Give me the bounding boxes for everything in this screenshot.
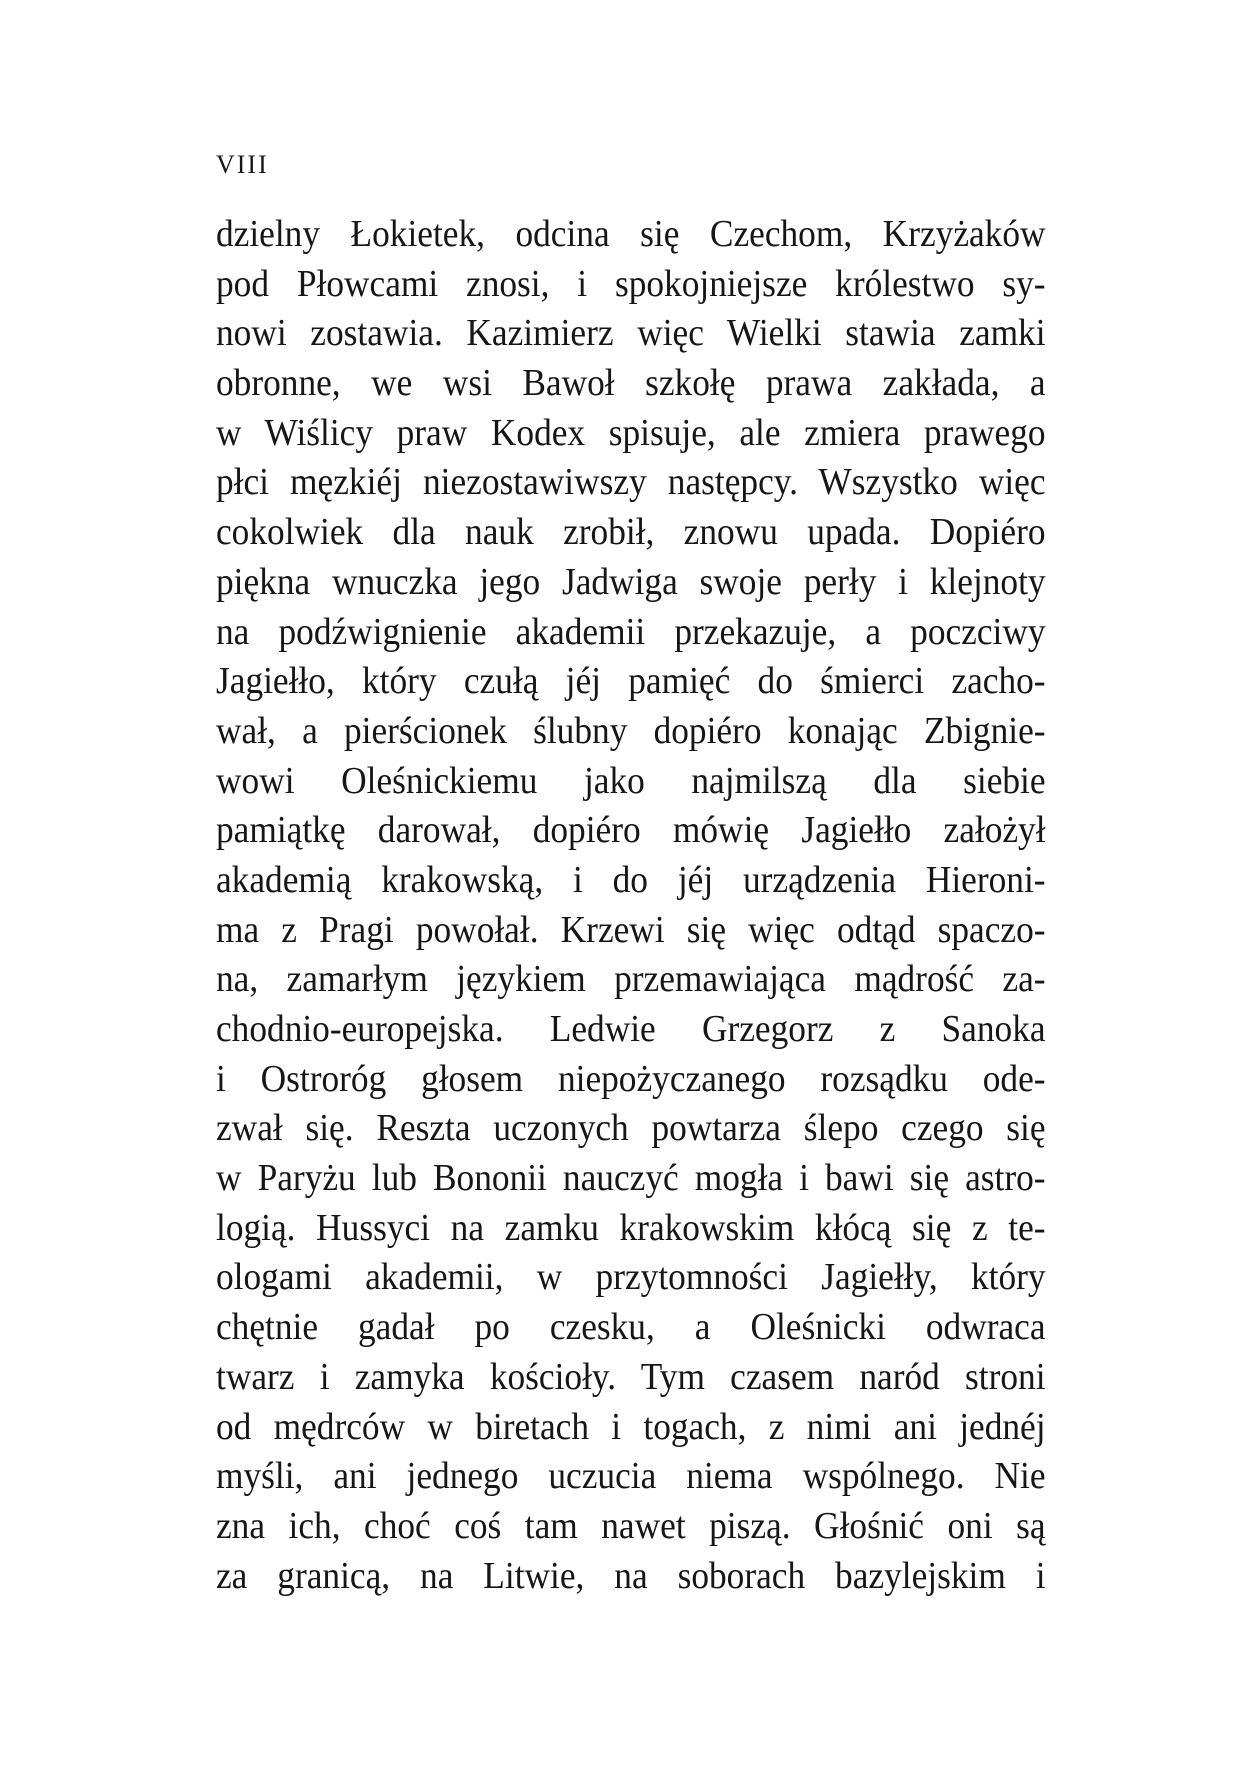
text-line: twarz i zamyka kościoły. Tym czasem naród stroni	[216, 1355, 1046, 1398]
text-line: chętnie gadał po czesku, a Oleśnicki odwraca	[216, 1306, 1046, 1349]
text-line: ma z Pragi powołał. Krzewi się więc odtąd spaczo-	[216, 908, 1046, 951]
text-line: na, zamarłym językiem przemawiająca mądrość za-	[216, 958, 1046, 1001]
text-line: od mędrców w biretach i togach, z nimi ani jednéj	[216, 1405, 1046, 1448]
text-line: cokolwiek dla nauk zrobił, znowu upada. Dopiéro	[216, 511, 1046, 554]
text-line: płci męzkiéj niezostawiwszy następcy. Wszystko więc	[216, 461, 1046, 504]
text-line: w Paryżu lub Bononii nauczyć mogła i bawi się astro-	[216, 1157, 1046, 1200]
text-line: wowi Oleśnickiemu jako najmilszą dla siebie	[216, 759, 1046, 802]
text-line: zwał się. Reszta uczonych powtarza ślepo czego się	[216, 1107, 1046, 1150]
text-line: akademią krakowską, i do jéj urządzenia Hieroni-	[216, 858, 1046, 901]
text-line: ologami akademii, w przytomności Jagiełły, który	[216, 1256, 1046, 1299]
text-line: nowi zostawia. Kazimierz więc Wielki stawia zamki	[216, 312, 1046, 355]
text-line: na podźwignienie akademii przekazuje, a poczciwy	[216, 610, 1046, 653]
text-line: chodnio-europejska. Ledwie Grzegorz z Sanoka	[216, 1008, 1046, 1050]
text-line: wał, a pierścionek ślubny dopiéro konając Zbignie-	[216, 709, 1046, 752]
text-line: dzielny Łokietek, odcina się Czechom, Krzyżaków	[216, 213, 1046, 255]
text-line: za granicą, na Litwie, na soborach bazylejskim i	[216, 1554, 1046, 1597]
text-line: logią. Hussyci na zamku krakowskim kłócą się z te-	[216, 1206, 1046, 1249]
text-line: i Ostroróg głosem niepożyczanego rozsądku ode-	[216, 1057, 1046, 1100]
text-line: Jagiełło, który czułą jéj pamięć do śmierci zacho-	[216, 660, 1046, 703]
text-line: pod Płowcami znosi, i spokojniejsze królestwo sy-	[216, 262, 1046, 305]
text-line: zna ich, choć coś tam nawet piszą. Głośnić oni są	[216, 1504, 1046, 1547]
body-text	[216, 210, 1046, 1601]
text-line: myśli, ani jednego uczucia niema wspólnego. Nie	[216, 1455, 1046, 1498]
text-line: pamiątkę darował, dopiéro mówię Jagiełło założył	[216, 809, 1046, 852]
text-line: w Wiślicy praw Kodex spisuje, ale zmiera prawego	[216, 411, 1046, 454]
text-line: obronne, we wsi Bawoł szkołę prawa zakłada, a	[216, 362, 1046, 405]
page-number: VIII	[216, 150, 269, 179]
text-line: piękna wnuczka jego Jadwiga swoje perły i klejnoty	[216, 560, 1046, 603]
